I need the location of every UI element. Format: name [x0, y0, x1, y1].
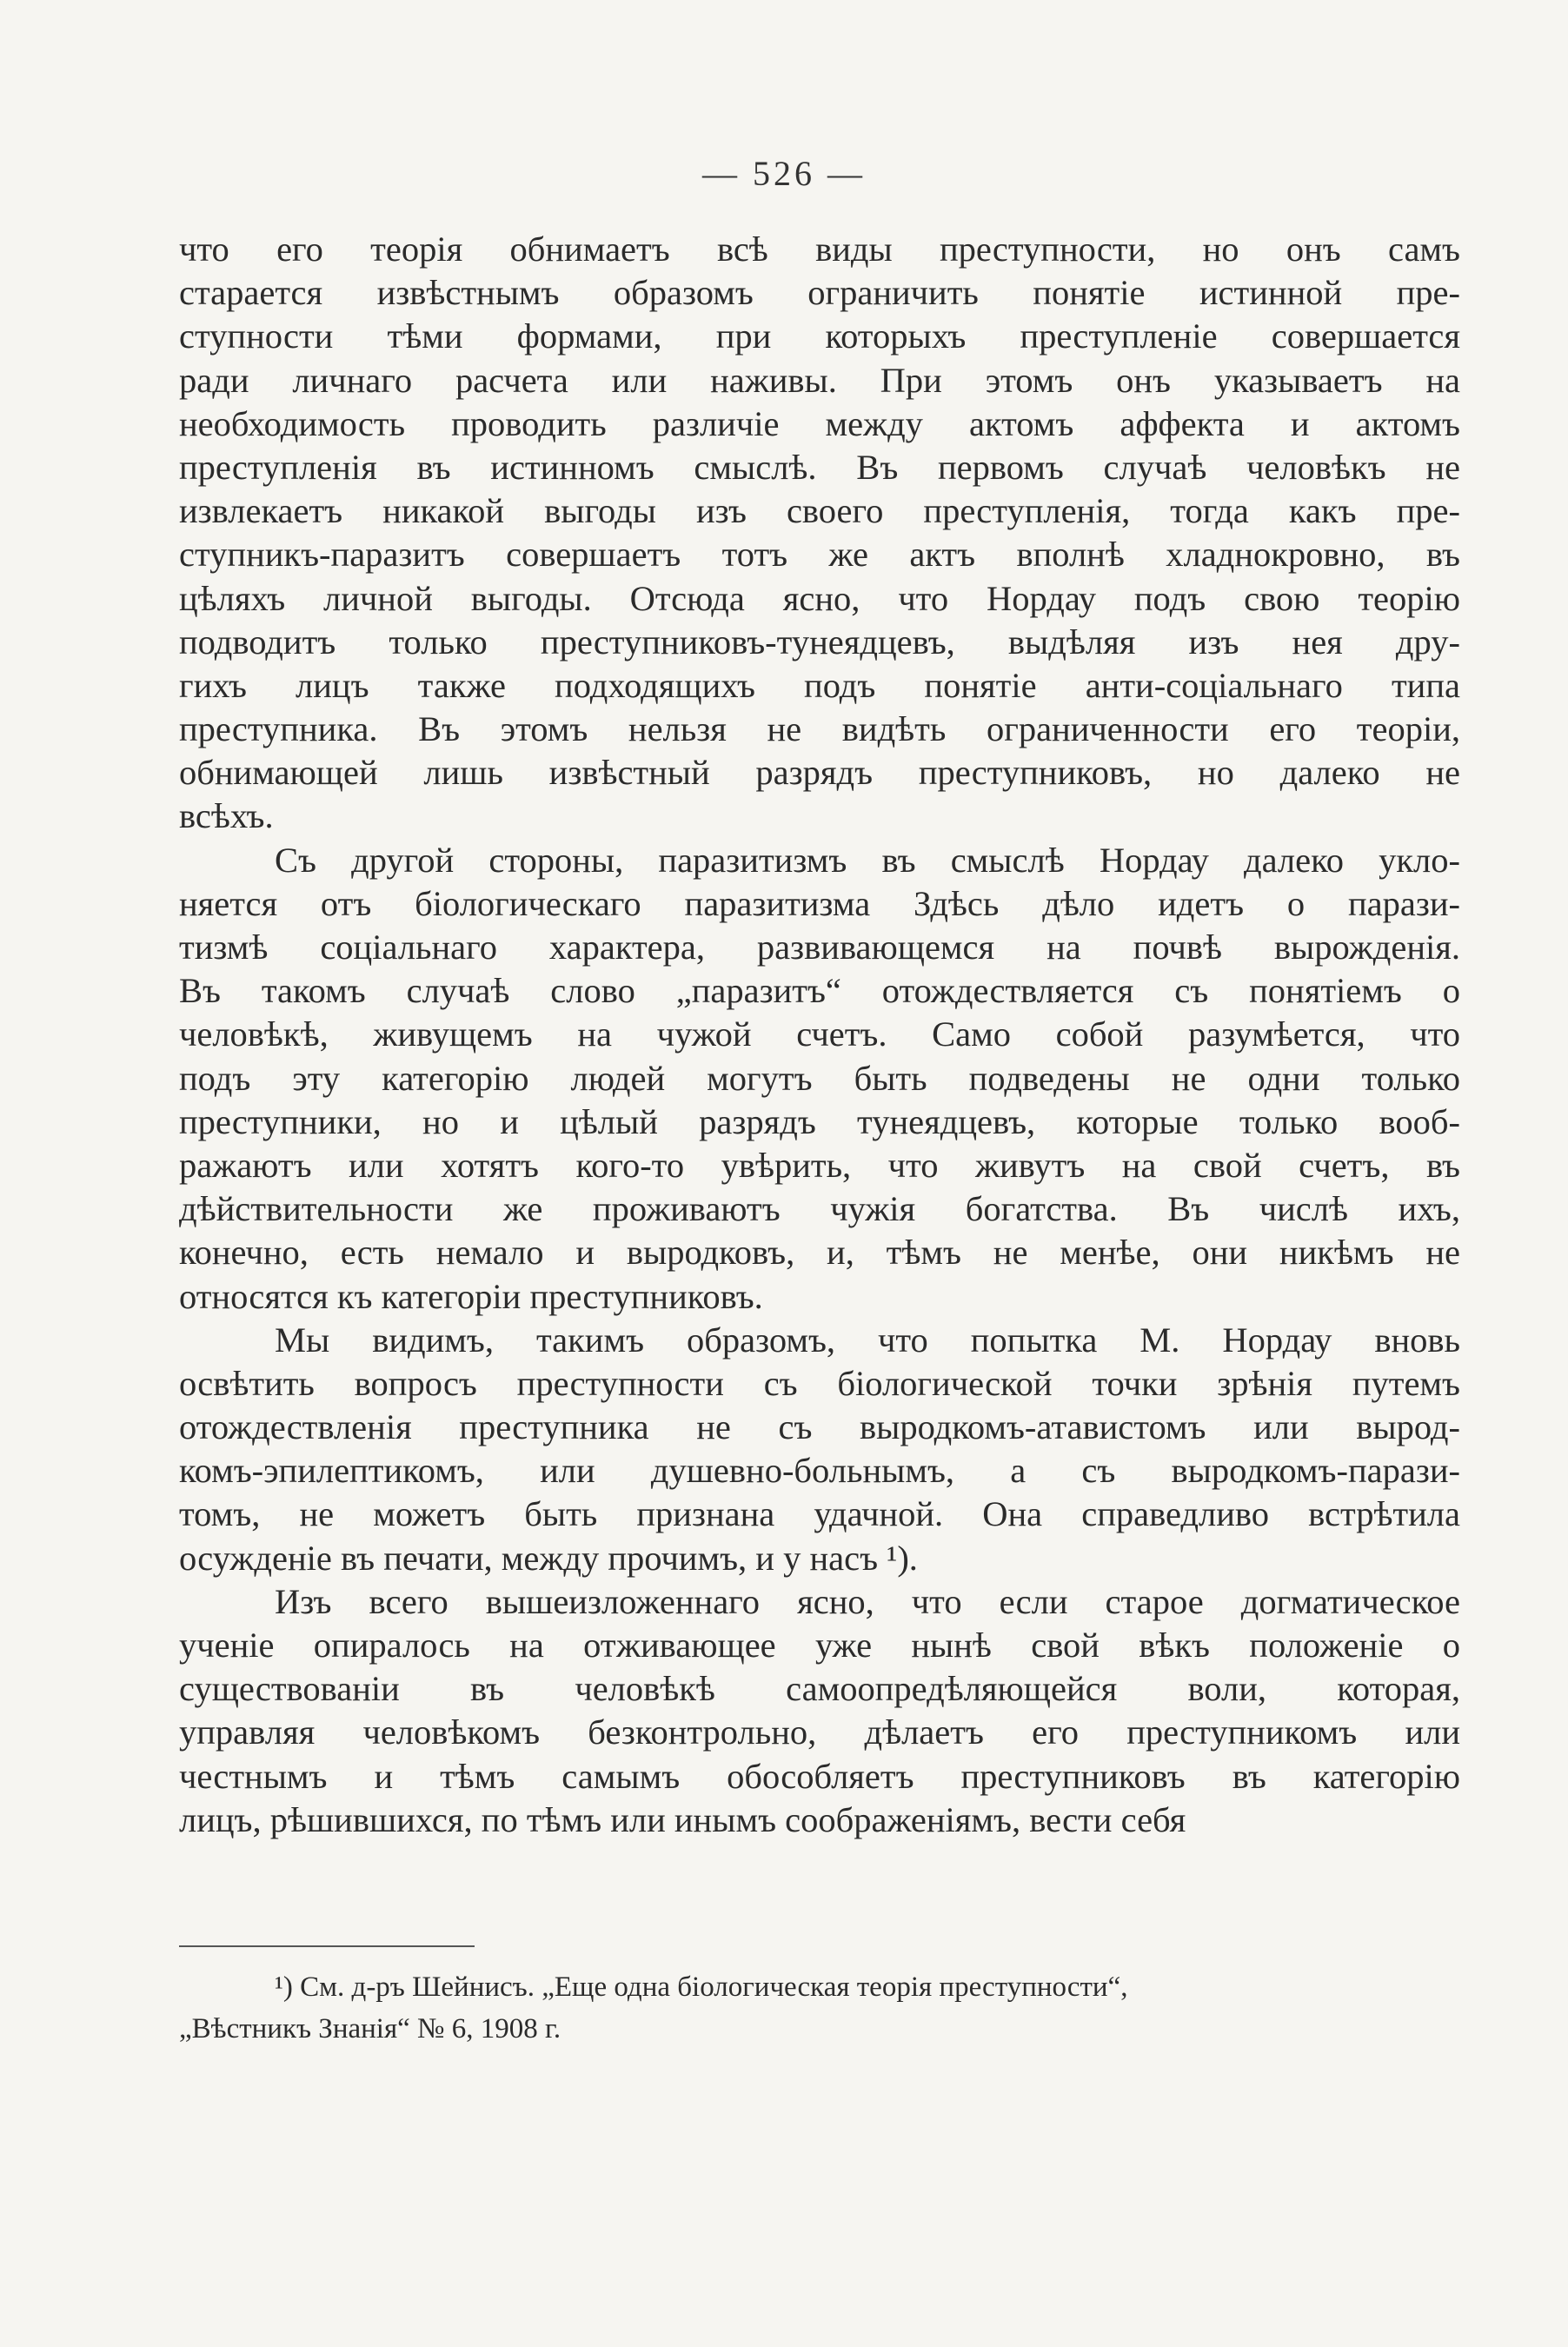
- footnote-line: ¹) См. д-ръ Шейнисъ. „Еще одна біологическая теорія преступности“,: [275, 1971, 1128, 2003]
- footnote-line: „Вѣстникъ Знанія“ № 6, 1908 г.: [179, 2013, 561, 2044]
- text-line: управляя человѣкомъ безконтрольно, дѣлаетъ его преступникомъ или: [179, 1712, 1460, 1752]
- paragraph: [179, 1580, 1460, 1842]
- text-line: преступники, но и цѣлый разрядъ тунеядцевъ, которые только вооб-: [179, 1101, 1460, 1141]
- text-line: всѣхъ.: [179, 796, 274, 836]
- text-line: ступникъ-паразитъ совершаетъ тотъ же актъ вполнѣ хладнокровно, въ: [179, 535, 1460, 575]
- text-line: конечно, есть немало и выродковъ, и, тѣмъ не менѣе, они никѣмъ не: [179, 1233, 1460, 1273]
- text-line: извлекаетъ никакой выгоды изъ своего преступленія, тогда какъ пре-: [179, 491, 1460, 531]
- text-line: преступленія въ истинномъ смыслѣ. Въ первомъ случаѣ человѣкъ не: [179, 447, 1460, 487]
- paragraph: [179, 228, 1460, 839]
- text-line: подъ эту категорію людей могутъ быть подведены не одни только: [179, 1058, 1460, 1098]
- text-line: ученіе опиралось на отживающее уже нынѣ свой вѣкъ положеніе о: [179, 1626, 1460, 1665]
- text-line: лицъ, рѣшившихся, по тѣмъ или инымъ соображеніямъ, вести себя: [179, 1799, 1186, 1839]
- text-line: осужденіе въ печати, между прочимъ, и у насъ ¹).: [179, 1538, 918, 1578]
- text-line: Въ такомъ случаѣ слово „паразитъ“ отождествляется съ понятіемъ о: [179, 971, 1460, 1011]
- text-line: томъ, не можетъ быть признана удачной. Она справедливо встрѣтила: [179, 1494, 1460, 1534]
- text-line: тизмѣ соціальнаго характера, развивающемся на почвѣ вырожденія.: [179, 927, 1460, 967]
- text-line: цѣляхъ личной выгоды. Отсюда ясно, что Нордау подъ свою теорію: [179, 578, 1460, 618]
- text-line: честнымъ и тѣмъ самымъ обособляетъ преступниковъ въ категорію: [179, 1756, 1460, 1796]
- page-number: — 526 —: [702, 154, 866, 193]
- text-line: Съ другой стороны, паразитизмъ въ смыслѣ Нордау далеко укло-: [275, 840, 1460, 880]
- text-line: Изъ всего вышеизложеннаго ясно, что если старое догматическое: [275, 1581, 1460, 1621]
- text-line: гихъ лицъ также подходящихъ подъ понятіе анти-соціальнаго типа: [179, 665, 1460, 705]
- text-line: комъ-эпилептикомъ, или душевно-больнымъ, а съ выродкомъ-парази-: [179, 1451, 1460, 1491]
- text-line: необходимость проводить различіе между актомъ аффекта и актомъ: [179, 403, 1460, 443]
- text-line: няется отъ біологическаго паразитизма Здѣсь дѣло идетъ о парази-: [179, 883, 1460, 923]
- paragraph: [179, 839, 1460, 1319]
- text-line: старается извѣстнымъ образомъ ограничить понятіе истинной пре-: [179, 273, 1460, 313]
- text-line: человѣкѣ, живущемъ на чужой счетъ. Само собой разумѣется, что: [179, 1014, 1460, 1054]
- text-line: отождествленія преступника не съ выродкомъ-атавистомъ или вырод-: [179, 1407, 1460, 1447]
- body-text: [179, 228, 1460, 1842]
- text-line: подводитъ только преступниковъ-тунеядцевъ, выдѣляя изъ нея дру-: [179, 622, 1460, 662]
- footnote-divider: [179, 1945, 475, 1947]
- text-line: существованіи въ человѣкѣ самоопредѣляющейся воли, которая,: [179, 1669, 1460, 1709]
- text-line: что его теорія обнимаетъ всѣ виды преступности, но онъ самъ: [179, 229, 1460, 269]
- text-line: обнимающей лишь извѣстный разрядъ преступниковъ, но далеко не: [179, 753, 1460, 793]
- text-line: относятся къ категоріи преступниковъ.: [179, 1276, 763, 1316]
- text-line: освѣтить вопросъ преступности съ біологической точки зрѣнія путемъ: [179, 1363, 1460, 1403]
- text-line: Мы видимъ, такимъ образомъ, что попытка М. Нордау вновь: [275, 1320, 1460, 1360]
- text-line: ступности тѣми формами, при которыхъ преступленіе совершается: [179, 316, 1460, 356]
- paragraph: [179, 1319, 1460, 1580]
- text-line: преступника. Въ этомъ нельзя не видѣть ограниченности его теоріи,: [179, 709, 1460, 749]
- text-line: ражаютъ или хотятъ кого-то увѣрить, что живутъ на свой счетъ, въ: [179, 1145, 1460, 1185]
- footnotes: [179, 1966, 1460, 2050]
- text-line: ради личнаго расчета или наживы. При этомъ онъ указываетъ на: [179, 360, 1460, 400]
- text-line: дѣйствительности же проживаютъ чужія богатства. Въ числѣ ихъ,: [179, 1189, 1460, 1229]
